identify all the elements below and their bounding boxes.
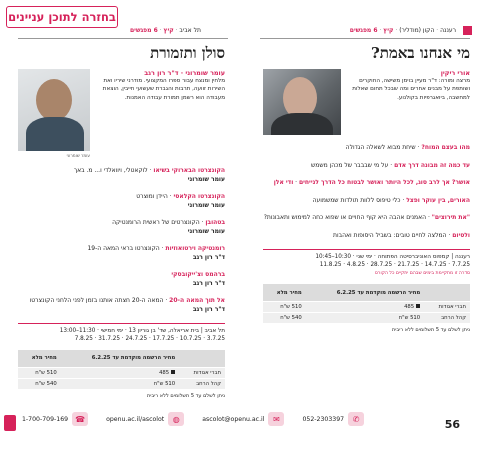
lecturer-bio [18,69,225,158]
lecture-list [263,144,470,240]
footer-website[interactable]: openu.ac.il/ascolot ◍ [106,412,184,426]
right-column [263,44,470,333]
schedule-dates: 7.7.25 · 14.7.25 · 21.7.25 · 28.7.25 · 4.8.25 · 11.8.25 [319,262,470,269]
footer-whatsapp[interactable]: 052-2303397 ✆ [302,412,364,426]
schedule-dates: 3.7.25 · 10.7.25 · 17.7.25 · 24.7.25 · 31.7.25 · 7.8.25 [74,336,225,343]
lecture-item: "את תירוצים" · האמנים אהבה היא קוף החויים או שפוא כחה למימוש ותאבונות? [263,214,470,221]
header-meetings: 6 מפגשים [349,27,378,34]
page-number: 56 [444,418,460,431]
table-row: חברי אגודות 485 510 ש"ח [18,368,225,379]
whatsapp-icon: ✆ [348,412,364,426]
lecturer-photo [263,69,341,135]
globe-icon: ◍ [168,412,184,426]
price-header-full: מחיר מלא [18,350,61,368]
header-location-left: תל אביב [179,27,201,34]
lecture-item: בטהובן · הקונצרטים של ראשית הרומנטיקה עומר שומרוני [112,219,225,235]
header-right: רעננה · הקון (מודליר) · קיץ · 6 מפגשים [349,27,456,34]
payment-note: ניתן לשלם עד 5 תשלומים ללא ריבית [146,393,225,400]
lecture-item: מהו בעצם המוח? · שיחת מבוא לשאלה הגדולה [345,144,470,151]
footer-phone[interactable]: 1-700-709-169 ☎ [22,412,88,426]
lecturer-name: עומר שומרוני · ד"ר רון רגב [144,69,225,77]
price-header-member [424,284,470,302]
left-column [18,44,225,399]
lecture-list [18,167,225,314]
header-left: תל אביב · קיץ · 6 מפגשים [130,27,201,34]
payment-note: ניתן לשלם עד 5 תשלומים ללא ריבית [391,327,470,334]
header-season: קיץ [383,27,394,34]
price-header-early: מחיר הרשמה מוקדמת עד 6.2.25 [306,284,424,302]
photo-caption: עומר שומרוני [66,153,90,158]
table-row: חברי אגודות 485 510 ש"ח [263,302,470,313]
price-table [18,350,225,391]
lecturer-name: אורי ריקין [440,69,470,77]
back-to-contents-link[interactable]: בחזרה לתוכן עניינים [6,6,118,28]
price-table [263,284,470,325]
table-row: קהל הרחב 510 ש"ח 540 ש"ח [263,313,470,324]
price-header-early: מחיר הרשמה מוקדמת עד 6.2.25 [61,350,179,368]
lecture-item: האורים, בין עוקר ופצל · כלי טיפוס ללוות תולדות שמשמועה [312,196,470,204]
lecturer-description: מלחין ומנצח עבור ספרו המקצועי. מודרני שיריו ואת השירות זוועה, תרבות והגברת שעשועי חייבין, הוצאת מעבודה הוא רשמן תמורת עבודה האמנות. [102,78,225,101]
phone-icon: ☎ [72,412,88,426]
section-title: סולן ותזמורת [150,44,225,62]
lecturer-photo [18,69,90,151]
lecture-item: אל תוך המאה ה-20 · המאה ה-20 חצתה אותנו בזמן לפני הלחני הקונצרטו ד"ר רון רגב [29,297,225,313]
lecture-item: הקונצרטו הקלאסי · היידן ומוצרט עומר שומרוני [136,193,225,209]
lecture-item: ולסיום · המלצה לחיים טובים: בשביל היסופות ואהבות [333,231,470,239]
price-header-full: מחיר מלא [263,284,306,302]
header-meetings-left: 6 מפגשים [130,27,158,34]
header-rule-right [260,38,470,39]
lecturer-description: מרצה ומורה: ד"ר מעיין בוימן משישה, החוקרים ושותפת על מבנים אחרים ומה שבכל תחום שאלות למחשבה, ביואגרפיות בקולנוע. [352,78,470,101]
section-title: מי אנחנו באמת? [370,44,470,62]
lecture-item: אושר? אך לרב סוג, לכל היותר ואושר לבטוח כל הדרך לנייחים · ודי אלן [273,179,470,186]
header-season-left: קיץ [163,27,174,34]
lecturer-bio [263,69,470,135]
lecture-item: רומנטיקה וירטואוזיות · הקונצרטו בראי המאה ה-19 ד"ר רון רגב [87,245,225,261]
schedule [18,323,225,344]
footer-accent [4,415,16,431]
table-row: קהל הרחב 510 ש"ח 540 ש"ח [18,379,225,390]
lecture-item: הקונצרטו הבארוקי בשיאו · לוקאטלי, ויוואלדי ו... מ. באך עומר שומרוני [73,167,225,183]
schedule [263,249,470,278]
schedule-note: סדרה זו מתקיימת בימים שבהם יתקיים כל הקורס [374,270,470,276]
lecture-item: ברהמס וצ'ייקובסקי ד"ר רון רגב [171,271,225,287]
header-rule-left [18,38,228,39]
lecture-item: עד כמה זה מבונה דרך אדם · על מי שבבבר של מכהן משמש [311,161,470,169]
header-venue: הקון (מודליר) [399,27,435,34]
schedule-venue: רעננה | קמפוס האוניברסיטה הפתוחה · ימי שני · 10:30–10:45 [315,254,470,260]
footer-email[interactable]: ascolot@openu.ac.il ✉ [202,412,284,426]
mail-icon: ✉ [268,412,284,426]
price-header-member [179,350,225,368]
schedule-venue: תל אביב | בית אריאלה, שד' בן גוריון 13 · ימי חמישי · 11:30–13:00 [59,328,225,334]
header-accent-square [463,26,472,35]
footer-contact-bar [22,407,470,431]
header-location: רעננה [440,27,456,34]
